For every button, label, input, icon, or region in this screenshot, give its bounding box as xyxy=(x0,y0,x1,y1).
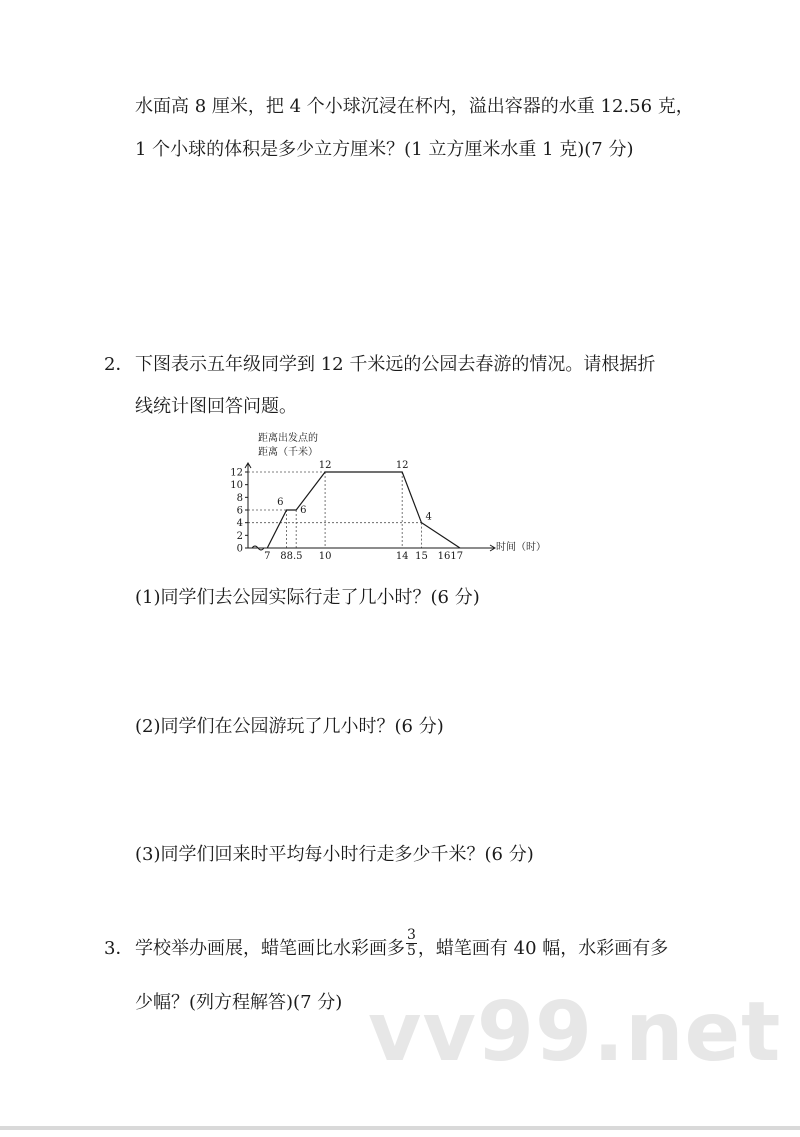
chart-y-tick-label: 4 xyxy=(236,518,243,530)
q2-number: 2． xyxy=(104,354,134,375)
chart-point-label: 6 xyxy=(300,505,307,516)
chart-x-tick-label: 15 xyxy=(415,551,428,562)
q2-text-line2: 线统计图回答问题。 xyxy=(135,396,297,417)
fraction-three-fifths xyxy=(406,928,417,958)
distance-time-line-chart xyxy=(228,428,546,564)
q2-text-line1: 下图表示五年级同学到 12 千米远的公园去春游的情况。请根据折 xyxy=(135,354,656,375)
chart-ylabel-line2: 距离（千米） xyxy=(258,447,318,458)
chart-y-tick-label: 0 xyxy=(236,543,243,555)
chart-x-tick-label: 14 xyxy=(395,551,409,562)
chart-x-tick-label: 7 xyxy=(264,551,271,562)
q2-sub3: (3)同学们回来时平均每小时行走多少千米？(6 分) xyxy=(135,844,534,865)
q3-text-before: 学校举办画展，蜡笔画比水彩画多 xyxy=(135,938,405,960)
chart-y-tick-label: 8 xyxy=(236,492,243,504)
chart-x-tick-label: 1617 xyxy=(437,551,464,562)
chart-y-tick-label: 2 xyxy=(236,530,243,542)
chart-x-tick-label: 88.5 xyxy=(280,551,303,562)
q2-sub1: (1)同学们去公园实际行走了几小时？(6 分) xyxy=(135,587,480,608)
chart-y-tick-label: 10 xyxy=(230,480,243,492)
fraction-denominator: 5 xyxy=(407,942,416,959)
chart-x-tick-label: 10 xyxy=(318,551,332,562)
q1-text-line1: 水面高 8 厘米，把 4 个小球沉浸在杯内，溢出容器的水重 12.56 克， xyxy=(135,96,694,117)
page-bottom-border xyxy=(0,1126,800,1130)
q3-text-line2: 少幅？(列方程解答)(7 分) xyxy=(135,992,343,1013)
chart-point-label: 4 xyxy=(425,511,432,523)
chart-ylabel-line1: 距离出发点的 xyxy=(258,433,318,444)
q3-number: 3． xyxy=(104,938,134,959)
fraction-numerator: 3 xyxy=(407,927,416,943)
q1-text-line2: 1 个小球的体积是多少立方厘米？(1 立方厘米水重 1 克)(7 分) xyxy=(135,139,634,160)
chart-point-label: 12 xyxy=(318,460,332,471)
chart-point-label: 12 xyxy=(395,460,409,471)
chart-x-axis-label: 时间（时） xyxy=(496,542,546,553)
q2-sub2: (2)同学们在公园游玩了几小时？(6 分) xyxy=(135,716,444,737)
chart-point-label: 6 xyxy=(277,497,284,508)
chart-y-tick-label: 6 xyxy=(236,505,243,517)
q3-text-line1 xyxy=(135,927,669,964)
chart-y-tick-label: 12 xyxy=(230,467,243,479)
watermark: vv99.net xyxy=(368,985,782,1080)
q3-text-after: ，蜡笔画有 40 幅，水彩画有多 xyxy=(417,938,669,960)
chart-series-line xyxy=(267,472,460,548)
